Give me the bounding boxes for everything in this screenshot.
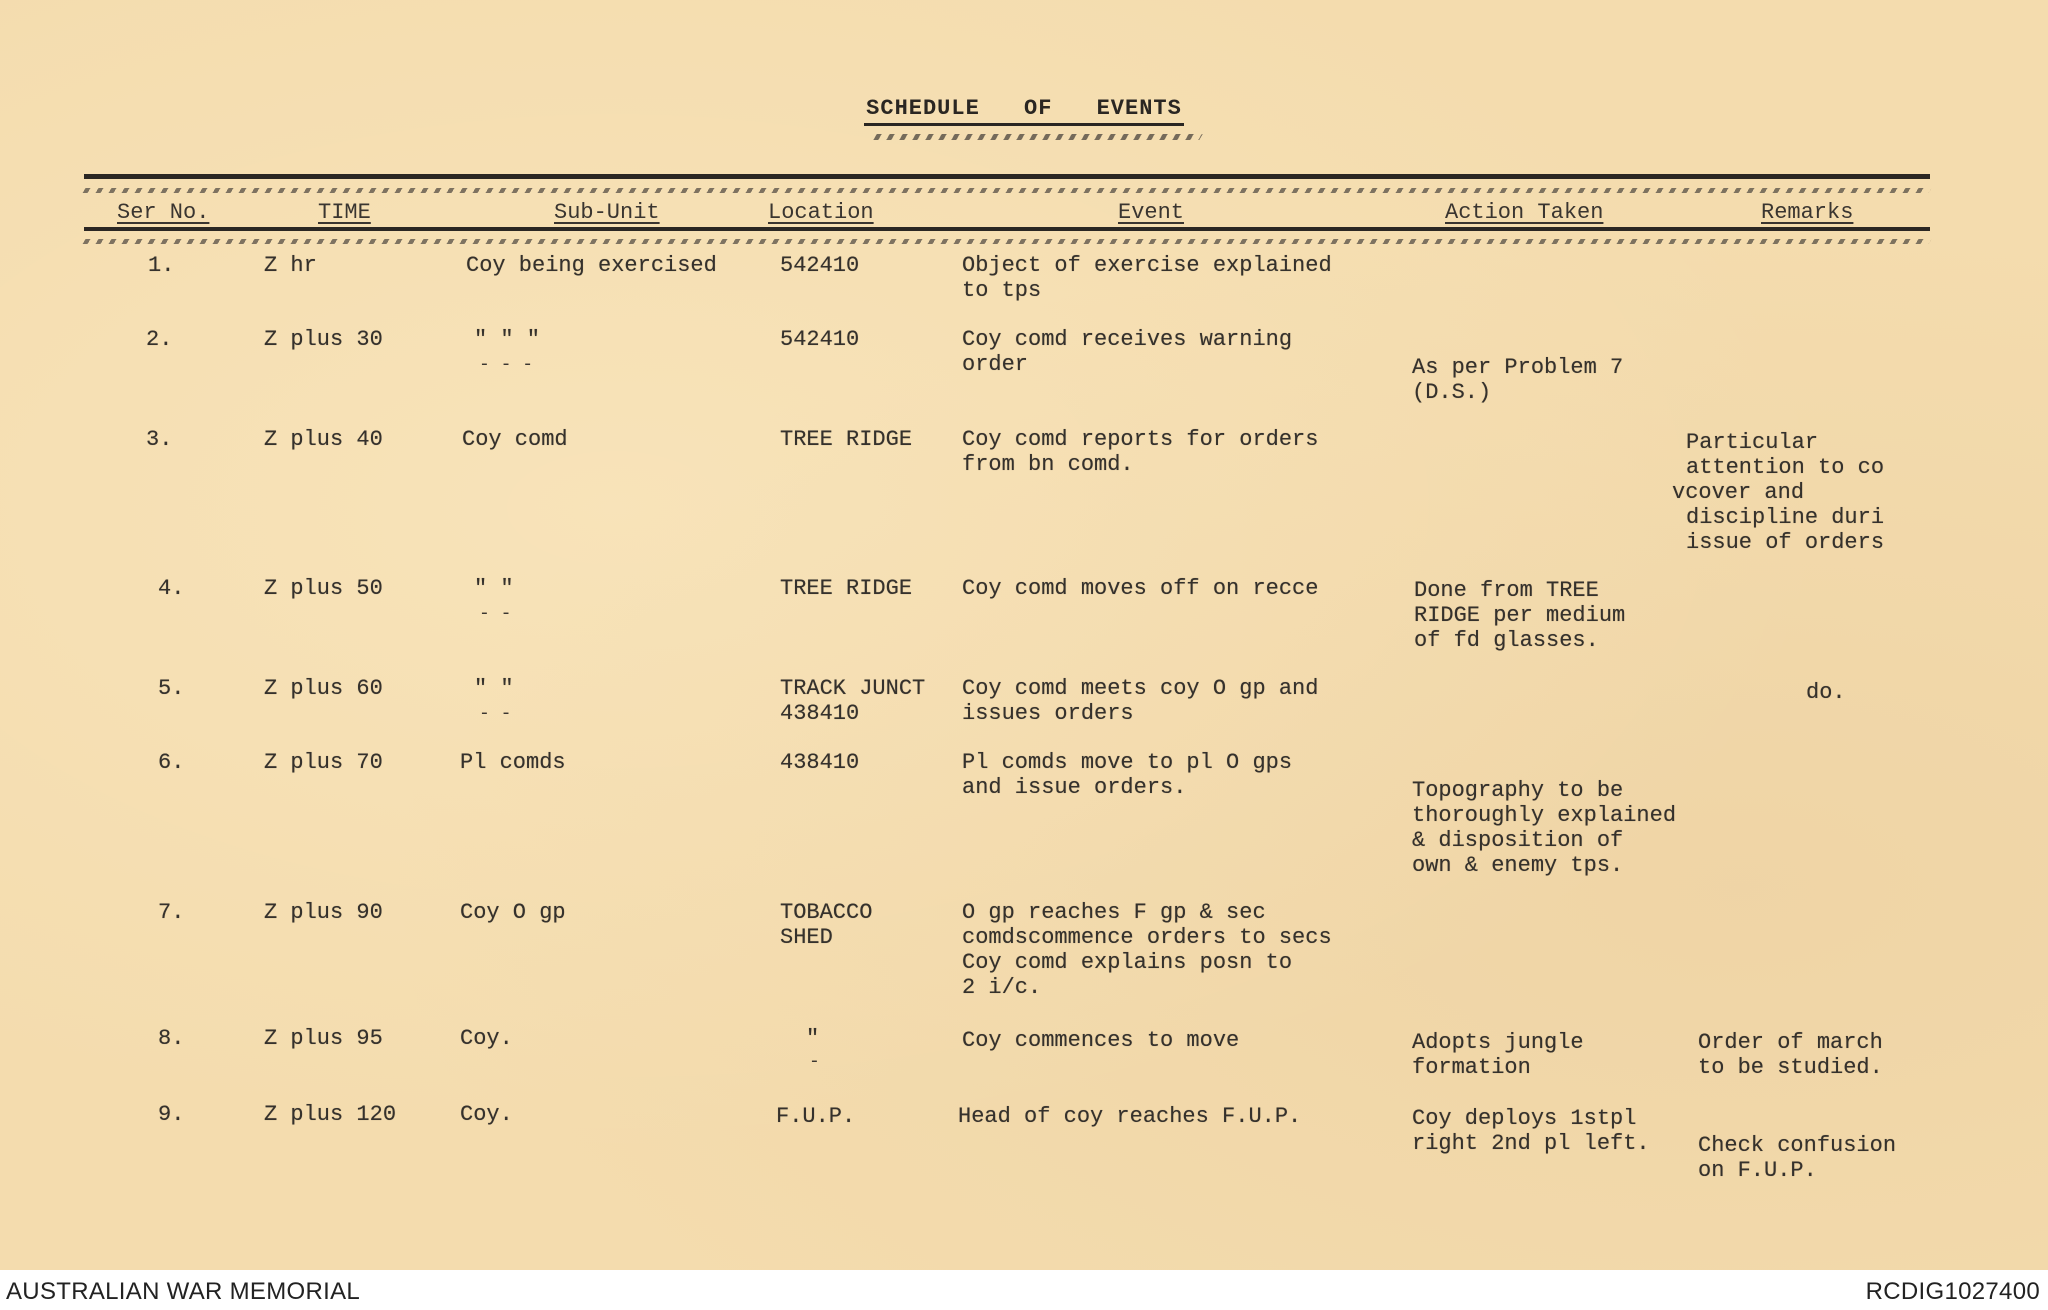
row-9-action-line-2: right 2nd pl left. bbox=[1412, 1131, 1650, 1156]
row-4-location: TREE RIDGE bbox=[780, 576, 913, 601]
row-4-action-line-3: of fd glasses. bbox=[1414, 628, 1599, 653]
row-8-action-line-1: Adopts jungle bbox=[1412, 1030, 1584, 1055]
row-6-sub-unit: Pl comds bbox=[460, 750, 566, 775]
row-3-remarks-line-5: issue of orders bbox=[1686, 530, 1885, 555]
row-4-time: Z plus 50 bbox=[264, 576, 383, 601]
row-6-action-line-1: Topography to be bbox=[1412, 778, 1624, 803]
row-3-remarks-line-4: discipline duri bbox=[1686, 505, 1885, 530]
header-time: TIME bbox=[318, 200, 371, 225]
header-dash-bottom bbox=[83, 239, 1932, 244]
row-7-event-line-4: 2 i/c. bbox=[962, 975, 1042, 1000]
row-6-ser: 6. bbox=[158, 750, 185, 775]
row-2-time: Z plus 30 bbox=[264, 327, 383, 352]
row-6-action-line-2: thoroughly explained bbox=[1412, 803, 1677, 828]
row-7-sub-unit: Coy O gp bbox=[460, 900, 566, 925]
row-1-time: Z hr bbox=[264, 253, 317, 278]
row-9-ser: 9. bbox=[158, 1102, 185, 1127]
row-9-remarks-line-2: on F.U.P. bbox=[1698, 1158, 1817, 1183]
header-ser-no: Ser No. bbox=[117, 200, 210, 225]
row-4-ditto-tick: - - bbox=[479, 604, 512, 624]
row-8-location-ditto: " bbox=[806, 1026, 820, 1051]
footer-institution: AUSTRALIAN WAR MEMORIAL bbox=[6, 1278, 361, 1305]
header-sub-unit: Sub-Unit bbox=[554, 200, 660, 225]
row-3-location: TREE RIDGE bbox=[780, 427, 913, 452]
row-8-ditto-tick: - bbox=[809, 1052, 820, 1072]
row-5-time: Z plus 60 bbox=[264, 676, 383, 701]
header-rule-bottom bbox=[84, 227, 1930, 231]
row-2-action-line-2: (D.S.) bbox=[1412, 380, 1492, 405]
row-4-action-line-1: Done from TREE bbox=[1414, 578, 1599, 603]
row-7-time: Z plus 90 bbox=[264, 900, 383, 925]
row-5-ditto-tick: - - bbox=[479, 704, 512, 724]
row-3-sub-unit: Coy comd bbox=[462, 427, 568, 452]
row-6-action-line-3: & disposition of bbox=[1412, 828, 1624, 853]
archive-footer bbox=[0, 1270, 2048, 1310]
row-3-remarks-line-2: attention to co bbox=[1686, 455, 1885, 480]
row-2-event-line-2: order bbox=[962, 352, 1029, 377]
row-1-event-line-1: Object of exercise explained bbox=[962, 253, 1332, 278]
row-4-ser: 4. bbox=[158, 576, 185, 601]
row-3-time: Z plus 40 bbox=[264, 427, 383, 452]
row-5-event-line-2: issues orders bbox=[962, 701, 1134, 726]
row-1-sub-unit: Coy being exercised bbox=[466, 253, 717, 278]
row-7-location-line-1: TOBACCO bbox=[780, 900, 873, 925]
row-5-location-line-2: 438410 bbox=[780, 701, 860, 726]
row-2-sub-unit-ditto: " " " bbox=[474, 327, 541, 352]
row-7-location-line-2: SHED bbox=[780, 925, 833, 950]
row-8-event-line-1: Coy commences to move bbox=[962, 1028, 1240, 1053]
header-remarks: Remarks bbox=[1761, 200, 1854, 225]
row-9-time: Z plus 120 bbox=[264, 1102, 397, 1127]
row-2-ser: 2. bbox=[146, 327, 173, 352]
row-7-event-line-2: comdscommence orders to secs bbox=[962, 925, 1332, 950]
row-9-sub-unit: Coy. bbox=[460, 1102, 513, 1127]
row-5-event-line-1: Coy comd meets coy O gp and bbox=[962, 676, 1319, 701]
row-6-location: 438410 bbox=[780, 750, 860, 775]
row-5-remarks: do. bbox=[1806, 680, 1846, 705]
header-event: Event bbox=[1118, 200, 1185, 225]
row-3-remarks-line-3: vcover and bbox=[1672, 480, 1805, 505]
row-5-location-line-1: TRACK JUNCT bbox=[780, 676, 926, 701]
row-2-event-line-1: Coy comd receives warning bbox=[962, 327, 1293, 352]
row-3-event-line-2: from bn comd. bbox=[962, 452, 1134, 477]
title-dash-underline bbox=[873, 134, 1202, 140]
row-4-event-line-1: Coy comd moves off on recce bbox=[962, 576, 1319, 601]
row-1-ser: 1. bbox=[148, 253, 175, 278]
row-3-event-line-1: Coy comd reports for orders bbox=[962, 427, 1319, 452]
row-2-ditto-tick: - - - bbox=[479, 355, 534, 375]
header-location: Location bbox=[768, 200, 874, 225]
row-1-event-line-2: to tps bbox=[962, 278, 1042, 303]
row-1-location: 542410 bbox=[780, 253, 860, 278]
row-5-sub-unit-ditto: " " bbox=[474, 676, 514, 701]
header-action-taken: Action Taken bbox=[1445, 200, 1604, 225]
row-8-action-line-2: formation bbox=[1412, 1055, 1531, 1080]
row-9-remarks-line-1: Check confusion bbox=[1698, 1133, 1897, 1158]
row-8-time: Z plus 95 bbox=[264, 1026, 383, 1051]
row-6-event-line-2: and issue orders. bbox=[962, 775, 1187, 800]
top-rule bbox=[84, 174, 1930, 179]
row-6-event-line-1: Pl comds move to pl O gps bbox=[962, 750, 1293, 775]
row-4-sub-unit-ditto: " " bbox=[474, 576, 514, 601]
title-text: SCHEDULE OF EVENTS bbox=[864, 96, 1184, 126]
header-dash-top bbox=[83, 188, 1932, 193]
row-7-ser: 7. bbox=[158, 900, 185, 925]
row-2-location: 542410 bbox=[780, 327, 860, 352]
row-9-event-line-1: Head of coy reaches F.U.P. bbox=[958, 1104, 1302, 1129]
row-5-ser: 5. bbox=[158, 676, 185, 701]
row-2-action-line-1: As per Problem 7 bbox=[1412, 355, 1624, 380]
row-8-remarks-line-2: to be studied. bbox=[1698, 1055, 1883, 1080]
row-8-remarks-line-1: Order of march bbox=[1698, 1030, 1883, 1055]
document-title bbox=[0, 96, 2048, 126]
row-4-action-line-2: RIDGE per medium bbox=[1414, 603, 1626, 628]
row-7-event-line-1: O gp reaches F gp & sec bbox=[962, 900, 1266, 925]
row-3-ser: 3. bbox=[146, 427, 173, 452]
row-6-time: Z plus 70 bbox=[264, 750, 383, 775]
footer-catalogue-id: RCDIG1027400 bbox=[1865, 1278, 2040, 1305]
row-6-action-line-4: own & enemy tps. bbox=[1412, 853, 1624, 878]
row-3-remarks-line-1: Particular bbox=[1686, 430, 1819, 455]
row-8-sub-unit: Coy. bbox=[460, 1026, 513, 1051]
row-7-event-line-3: Coy comd explains posn to bbox=[962, 950, 1293, 975]
row-8-ser: 8. bbox=[158, 1026, 185, 1051]
row-9-action-line-1: Coy deploys 1stpl bbox=[1412, 1106, 1637, 1131]
row-9-location: F.U.P. bbox=[776, 1104, 856, 1129]
